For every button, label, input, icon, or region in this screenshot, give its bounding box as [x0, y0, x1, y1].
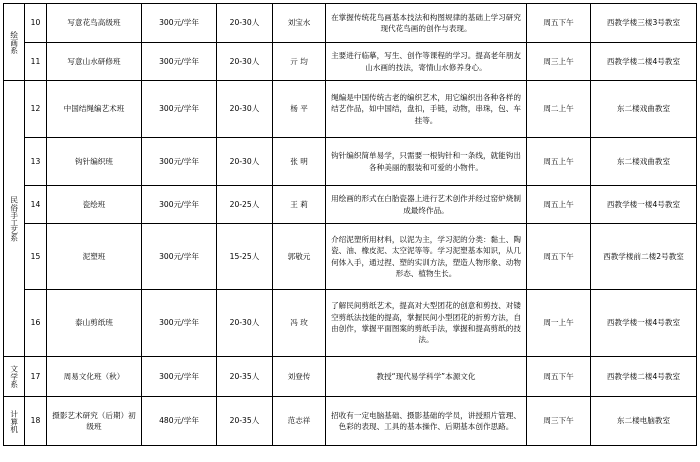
class-size: 20-30人 [217, 290, 273, 357]
teacher-name: 刘登传 [273, 357, 326, 397]
course-description: 教授“现代易学科学”本源文化 [326, 357, 527, 397]
course-fee: 480元/学年 [142, 397, 217, 446]
classroom: 东二楼戏曲教室 [591, 81, 697, 138]
class-size: 20-30人 [217, 138, 273, 186]
course-number: 12 [25, 81, 47, 138]
teacher-name: 冯 玫 [273, 290, 326, 357]
class-time: 周一上午 [527, 290, 591, 357]
classroom: 西教学楼二楼4号教室 [591, 43, 697, 81]
dept-cell [4, 81, 25, 357]
classroom: 东二楼戏曲教室 [591, 138, 697, 186]
table-row [4, 357, 697, 397]
course-name: 瓷绘班 [47, 186, 142, 224]
classroom: 东二楼电脑教室 [591, 397, 697, 446]
course-name: 写意花鸟高级班 [47, 4, 142, 43]
course-description: 了解民间剪纸艺术，提高对大型团花的创意和剪技、对镂空剪纸法技能的提高，掌握民间小型团花的折剪方法，自由创作，掌握平面图案的剪纸手法，掌握和提高剪纸的技法。 [326, 290, 527, 357]
course-description: 主要进行临摹，写生、创作等课程的学习。提高老年朋友山水画的技法，寄情山水修养身心。 [326, 43, 527, 81]
table-row [4, 43, 697, 81]
course-fee: 300元/学年 [142, 186, 217, 224]
course-description: 用绘画的形式在白胎瓷器上进行艺术创作并经过窑炉烧制成最终作品。 [326, 186, 527, 224]
course-name: 周易文化班（秋） [47, 357, 142, 397]
class-size: 20-30人 [217, 4, 273, 43]
classroom: 西教学楼三楼3号教室 [591, 4, 697, 43]
course-number: 16 [25, 290, 47, 357]
classroom: 西教学楼一楼4号教室 [591, 290, 697, 357]
class-size: 20-25人 [217, 186, 273, 224]
class-time: 周五上午 [527, 186, 591, 224]
course-name: 泰山剪纸班 [47, 290, 142, 357]
table-row [4, 81, 697, 138]
table-row [4, 224, 697, 290]
course-fee: 300元/学年 [142, 4, 217, 43]
teacher-name: 亓 均 [273, 43, 326, 81]
course-number: 13 [25, 138, 47, 186]
course-number: 11 [25, 43, 47, 81]
course-number: 17 [25, 357, 47, 397]
class-time: 周二上午 [527, 81, 591, 138]
class-time: 周五下午 [527, 4, 591, 43]
class-time: 周五上午 [527, 138, 591, 186]
dept-label: 绘画系 [9, 30, 19, 54]
course-fee: 300元/学年 [142, 224, 217, 290]
course-fee: 300元/学年 [142, 357, 217, 397]
classroom: 西教学楼前二楼2号教室 [591, 224, 697, 290]
teacher-name: 刘宝水 [273, 4, 326, 43]
dept-label: 计算机 [9, 409, 19, 433]
course-description: 在掌握传统花鸟画基本技法和构图规律的基础上学习研究现代花鸟画的创作与表现。 [326, 4, 527, 43]
course-name: 中国结绳编艺术班 [47, 81, 142, 138]
dept-label: 文学系 [9, 365, 19, 388]
table-row [4, 290, 697, 357]
class-size: 20-35人 [217, 397, 273, 446]
course-table [3, 3, 697, 446]
course-description: 介绍泥塑所用材料，以泥为主，学习泥的分类：黏土、陶瓷、油、橡皮泥、太空泥等等。学习泥塑基本知识，从几何体入手，通过捏、塑的实训方法，塑造人物形象、动物形态、植物生长。 [326, 224, 527, 290]
teacher-name: 杨 平 [273, 81, 326, 138]
dept-cell [4, 357, 25, 397]
dept-cell [4, 397, 25, 446]
classroom: 西教学楼二楼4号教室 [591, 357, 697, 397]
course-fee: 300元/学年 [142, 290, 217, 357]
teacher-name: 范志祥 [273, 397, 326, 446]
dept-cell [4, 4, 25, 81]
course-description: 招收有一定电脑基础、摄影基础的学员，讲授照片管理、色彩的表现、工具的基本操作、后期基本创作思路。 [326, 397, 527, 446]
class-time: 周三上午 [527, 43, 591, 81]
course-description: 钩针编织简单易学，只需要一根钩针和一条线，就能钩出各种美丽的服装和可爱的小物件。 [326, 138, 527, 186]
classroom: 西教学楼一楼4号教室 [591, 186, 697, 224]
class-time: 周三下午 [527, 397, 591, 446]
course-number: 10 [25, 4, 47, 43]
course-fee: 300元/学年 [142, 138, 217, 186]
table-row [4, 397, 697, 446]
course-number: 18 [25, 397, 47, 446]
class-size: 20-30人 [217, 81, 273, 138]
teacher-name: 张 明 [273, 138, 326, 186]
dept-label: 民俗手工艺系 [9, 195, 19, 242]
course-fee: 300元/学年 [142, 81, 217, 138]
course-number: 14 [25, 186, 47, 224]
class-time: 周五下午 [527, 224, 591, 290]
course-name: 钩针编织班 [47, 138, 142, 186]
course-fee: 300元/学年 [142, 43, 217, 81]
table-row [4, 4, 697, 43]
course-number: 15 [25, 224, 47, 290]
course-name: 摄影艺术研究（后期）初级班 [47, 397, 142, 446]
class-size: 20-30人 [217, 43, 273, 81]
course-description: 绳编是中国传统古老的编织艺术，用它编织出各种各样的结艺作品，如中国结，盘扣，手链，动物，串珠，包、车挂等。 [326, 81, 527, 138]
class-size: 20-35人 [217, 357, 273, 397]
teacher-name: 王 莉 [273, 186, 326, 224]
class-size: 15-25人 [217, 224, 273, 290]
course-name: 泥塑班 [47, 224, 142, 290]
teacher-name: 郭敬元 [273, 224, 326, 290]
table-row [4, 186, 697, 224]
class-time: 周五下午 [527, 357, 591, 397]
table-row [4, 138, 697, 186]
course-name: 写意山水研修班 [47, 43, 142, 81]
